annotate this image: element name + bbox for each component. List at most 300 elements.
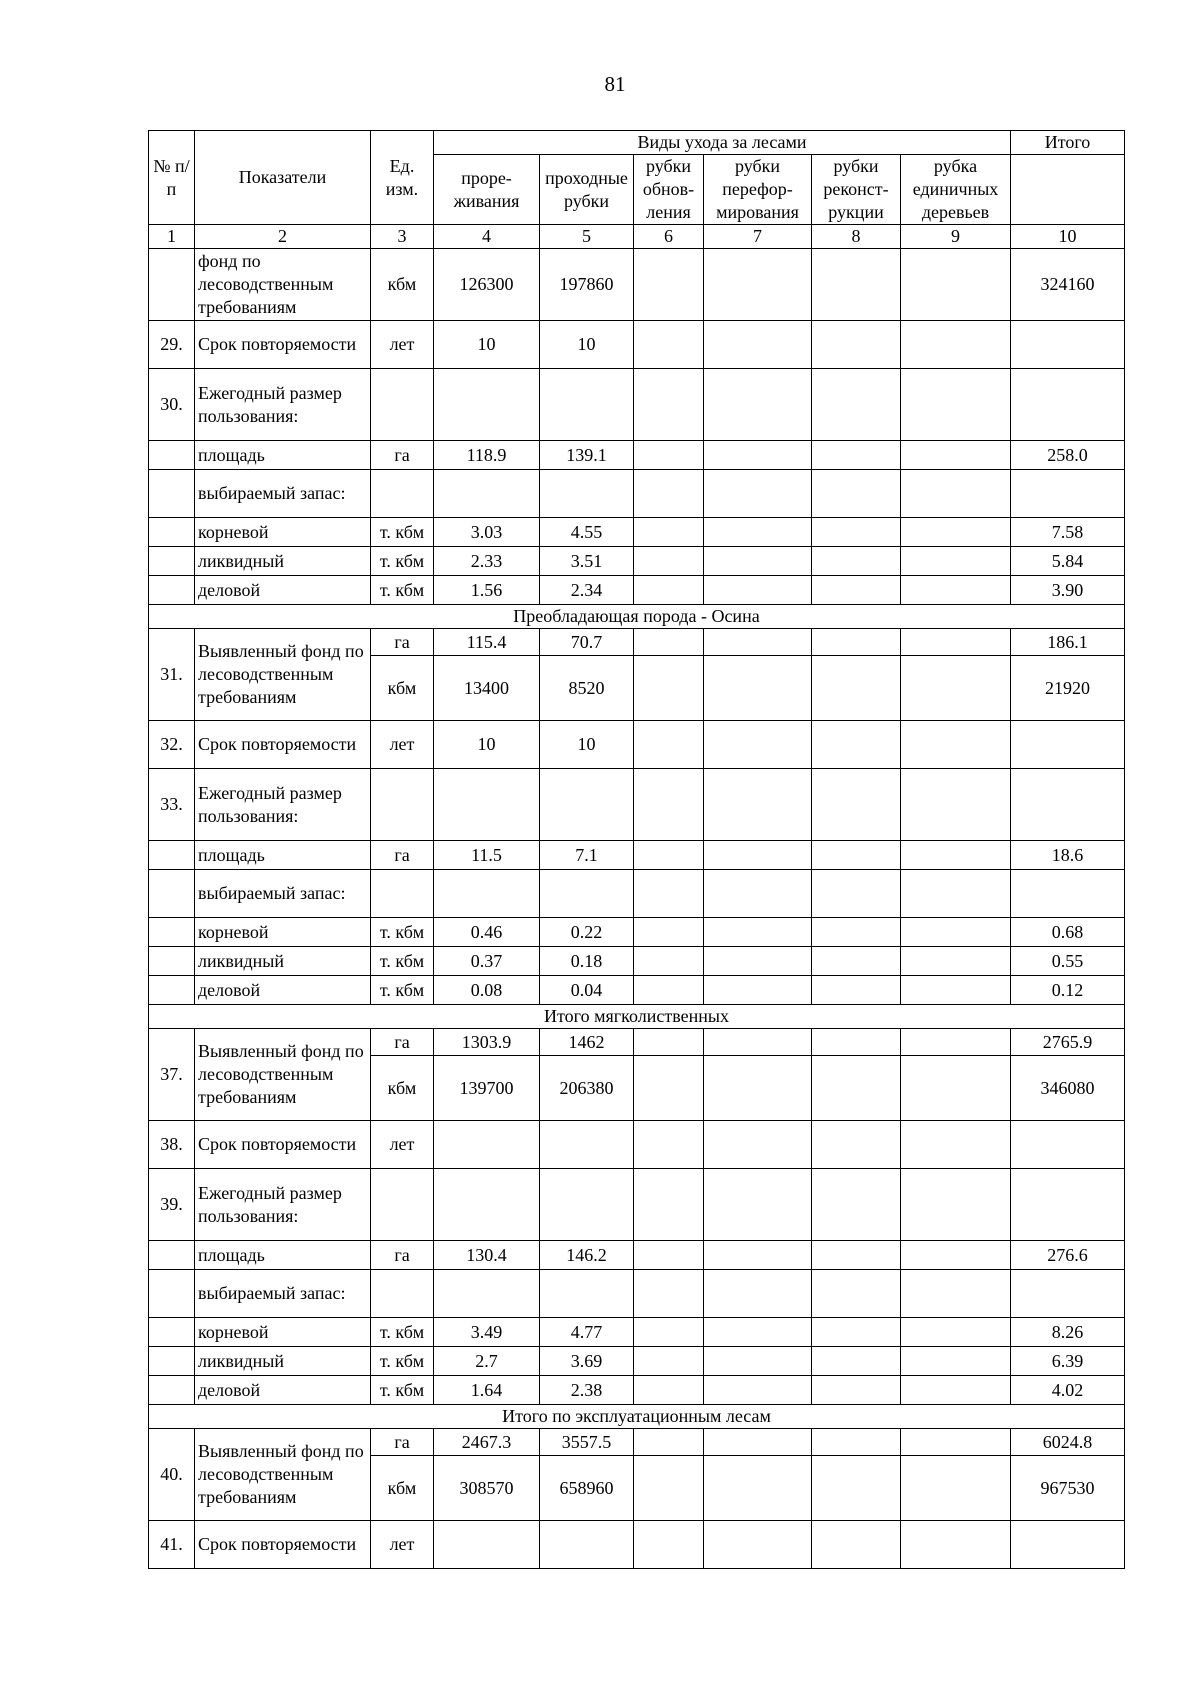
value-cell [901,1056,1011,1121]
value-cell [434,870,540,918]
value-cell: 11.5 [434,841,540,870]
value-cell [634,1121,704,1169]
value-cell [634,1376,704,1405]
value-cell: 658960 [540,1456,634,1521]
row-label: Срок повторяемости [195,1121,371,1169]
value-cell [434,1169,540,1241]
value-cell [901,1241,1011,1270]
total-cell: 6.39 [1011,1347,1125,1376]
total-cell: 21920 [1011,656,1125,721]
header-type: проре-живания [434,155,540,225]
value-cell [704,976,812,1005]
row-unit [371,470,434,518]
value-cell [812,918,901,947]
total-cell [1011,721,1125,769]
table-row [149,576,1125,605]
value-cell [634,1056,704,1121]
row-number [149,976,195,1005]
value-cell [901,1169,1011,1241]
row-unit: т. кбм [371,976,434,1005]
value-cell [704,1056,812,1121]
column-index: 9 [901,225,1011,249]
row-number [149,518,195,547]
row-number [149,1347,195,1376]
value-cell [634,656,704,721]
row-label: корневой [195,518,371,547]
value-cell [540,769,634,841]
row-number [149,547,195,576]
header-total-empty [1011,155,1125,225]
row-unit [371,1270,434,1318]
value-cell [634,249,704,321]
value-cell [901,1347,1011,1376]
value-cell [540,369,634,441]
value-cell [704,1121,812,1169]
row-unit: га [371,1429,434,1456]
value-cell [704,1429,812,1456]
value-cell: 10 [434,321,540,369]
row-unit: кбм [371,1056,434,1121]
value-cell [634,576,704,605]
value-cell [812,721,901,769]
total-cell: 324160 [1011,249,1125,321]
column-index: 8 [812,225,901,249]
row-number [149,470,195,518]
value-cell [634,369,704,441]
value-cell [901,870,1011,918]
value-cell [812,470,901,518]
row-label: фонд по лесоводственным требованиям [195,249,371,321]
value-cell [812,1029,901,1056]
total-cell [1011,769,1125,841]
row-unit: т. кбм [371,1318,434,1347]
row-number [149,441,195,470]
total-cell [1011,369,1125,441]
row-label: Выявленный фонд по лесоводственным требованиям [195,1029,371,1121]
value-cell: 2467.3 [434,1429,540,1456]
row-label: Ежегодный размер пользования: [195,769,371,841]
header-type: рубка единичных деревьев [901,155,1011,225]
row-number: 37. [149,1029,195,1121]
value-cell [901,947,1011,976]
value-cell [704,870,812,918]
value-cell [901,1456,1011,1521]
table-body [149,131,1125,1569]
table-row [149,1521,1125,1569]
row-unit: т. кбм [371,576,434,605]
value-cell [812,1270,901,1318]
row-label: корневой [195,1318,371,1347]
value-cell: 3.51 [540,547,634,576]
header-row-1 [149,131,1125,155]
value-cell: 118.9 [434,441,540,470]
value-cell [634,629,704,656]
value-cell [704,321,812,369]
table-row [149,470,1125,518]
header-type: проходные рубки [540,155,634,225]
value-cell [812,769,901,841]
header-unit: Ед. изм. [371,131,434,225]
value-cell [901,1376,1011,1405]
value-cell [634,918,704,947]
row-number [149,249,195,321]
value-cell: 130.4 [434,1241,540,1270]
value-cell: 139700 [434,1056,540,1121]
value-cell [812,369,901,441]
value-cell [634,721,704,769]
value-cell [812,656,901,721]
value-cell: 3557.5 [540,1429,634,1456]
value-cell [434,769,540,841]
value-cell [434,1121,540,1169]
table-row [149,841,1125,870]
value-cell [704,1347,812,1376]
value-cell [812,441,901,470]
total-cell: 0.68 [1011,918,1125,947]
value-cell [704,841,812,870]
value-cell [812,841,901,870]
value-cell [812,547,901,576]
total-cell: 258.0 [1011,441,1125,470]
value-cell: 2.7 [434,1347,540,1376]
value-cell [812,1429,901,1456]
value-cell: 2.33 [434,547,540,576]
row-number: 31. [149,629,195,721]
value-cell [634,870,704,918]
row-unit: т. кбм [371,547,434,576]
total-cell: 0.12 [1011,976,1125,1005]
value-cell [704,1029,812,1056]
value-cell [634,1029,704,1056]
row-label: ликвидный [195,947,371,976]
value-cell: 146.2 [540,1241,634,1270]
table-row [149,721,1125,769]
value-cell [634,1241,704,1270]
value-cell [704,547,812,576]
section-row [149,605,1125,629]
row-unit: кбм [371,1456,434,1521]
value-cell [634,1270,704,1318]
row-unit [371,1169,434,1241]
total-cell: 7.58 [1011,518,1125,547]
value-cell: 0.37 [434,947,540,976]
row-number [149,1318,195,1347]
row-label: Ежегодный размер пользования: [195,369,371,441]
value-cell: 206380 [540,1056,634,1121]
header-type: рубки обнов-ления [634,155,704,225]
row-label: выбираемый запас: [195,870,371,918]
value-cell: 1462 [540,1029,634,1056]
value-cell [540,1521,634,1569]
row-number: 40. [149,1429,195,1521]
value-cell: 1.56 [434,576,540,605]
table-row [149,769,1125,841]
row-number: 39. [149,1169,195,1241]
value-cell: 3.03 [434,518,540,547]
value-cell: 2.34 [540,576,634,605]
value-cell [434,1521,540,1569]
column-index: 2 [195,225,371,249]
value-cell [812,1056,901,1121]
value-cell [901,547,1011,576]
header-care-types: Виды ухода за лесами [434,131,1011,155]
section-title: Итого мягколиственных [149,1005,1125,1029]
total-cell [1011,1169,1125,1241]
value-cell [812,1376,901,1405]
value-cell [901,769,1011,841]
total-cell: 5.84 [1011,547,1125,576]
total-cell: 18.6 [1011,841,1125,870]
row-unit: т. кбм [371,1376,434,1405]
column-index: 7 [704,225,812,249]
row-unit: га [371,1241,434,1270]
section-row [149,1405,1125,1429]
value-cell: 0.04 [540,976,634,1005]
row-unit [371,369,434,441]
header-num: № п/п [149,131,195,225]
value-cell [812,1318,901,1347]
value-cell: 308570 [434,1456,540,1521]
row-number [149,1376,195,1405]
row-label: площадь [195,441,371,470]
value-cell [901,470,1011,518]
table-row [149,870,1125,918]
row-unit: га [371,441,434,470]
column-index: 1 [149,225,195,249]
total-cell [1011,470,1125,518]
value-cell [812,1456,901,1521]
value-cell [540,870,634,918]
value-cell [704,470,812,518]
value-cell [634,1169,704,1241]
total-cell: 186.1 [1011,629,1125,656]
column-index: 6 [634,225,704,249]
value-cell: 10 [540,321,634,369]
column-index: 3 [371,225,434,249]
value-cell [901,629,1011,656]
value-cell [704,1270,812,1318]
row-unit: т. кбм [371,1347,434,1376]
header-total: Итого [1011,131,1125,155]
total-cell: 3.90 [1011,576,1125,605]
value-cell: 70.7 [540,629,634,656]
value-cell [634,841,704,870]
total-cell: 8.26 [1011,1318,1125,1347]
row-label: Срок повторяемости [195,1521,371,1569]
value-cell [901,656,1011,721]
row-unit: т. кбм [371,518,434,547]
row-number: 29. [149,321,195,369]
total-cell [1011,1121,1125,1169]
value-cell [812,1169,901,1241]
row-unit: кбм [371,656,434,721]
value-cell [901,249,1011,321]
column-index-row [149,225,1125,249]
value-cell: 13400 [434,656,540,721]
value-cell: 10 [540,721,634,769]
total-cell: 2765.9 [1011,1029,1125,1056]
value-cell: 0.18 [540,947,634,976]
row-label: Срок повторяемости [195,321,371,369]
total-cell: 4.02 [1011,1376,1125,1405]
value-cell [812,1241,901,1270]
value-cell [634,1521,704,1569]
row-label: деловой [195,976,371,1005]
value-cell: 10 [434,721,540,769]
value-cell [704,918,812,947]
value-cell [634,321,704,369]
column-index: 4 [434,225,540,249]
header-type: рубки перефор-мирования [704,155,812,225]
value-cell [434,369,540,441]
table-row [149,1318,1125,1347]
total-cell: 6024.8 [1011,1429,1125,1456]
value-cell: 197860 [540,249,634,321]
value-cell [704,721,812,769]
value-cell [901,441,1011,470]
value-cell [812,1121,901,1169]
table-row [149,918,1125,947]
value-cell [901,321,1011,369]
row-unit: лет [371,1121,434,1169]
row-unit: га [371,841,434,870]
value-cell [812,947,901,976]
value-cell [540,1270,634,1318]
table-row [149,1270,1125,1318]
total-cell [1011,1270,1125,1318]
value-cell [901,369,1011,441]
value-cell: 0.08 [434,976,540,1005]
row-unit: лет [371,321,434,369]
value-cell [634,1347,704,1376]
section-title: Итого по эксплуатационным лесам [149,1405,1125,1429]
value-cell [634,769,704,841]
row-number: 32. [149,721,195,769]
value-cell [634,1318,704,1347]
value-cell: 0.22 [540,918,634,947]
value-cell [704,1169,812,1241]
value-cell: 0.46 [434,918,540,947]
value-cell [901,1029,1011,1056]
table-row [149,1121,1125,1169]
table-row [149,547,1125,576]
value-cell [812,518,901,547]
row-number: 38. [149,1121,195,1169]
value-cell [704,629,812,656]
row-number [149,918,195,947]
value-cell [704,1376,812,1405]
row-unit [371,769,434,841]
total-cell: 0.55 [1011,947,1125,976]
row-unit: лет [371,1521,434,1569]
value-cell [434,470,540,518]
total-cell: 346080 [1011,1056,1125,1121]
row-label: ликвидный [195,1347,371,1376]
row-number: 33. [149,769,195,841]
value-cell [634,976,704,1005]
value-cell [901,1270,1011,1318]
row-unit: га [371,629,434,656]
forest-care-table [148,130,1125,1569]
value-cell [812,576,901,605]
row-number [149,576,195,605]
total-cell [1011,1521,1125,1569]
value-cell [901,721,1011,769]
row-label: Выявленный фонд по лесоводственным требованиям [195,629,371,721]
value-cell [634,947,704,976]
value-cell [540,470,634,518]
row-label: выбираемый запас: [195,1270,371,1318]
value-cell [812,321,901,369]
table-row [149,947,1125,976]
table-row [149,1429,1125,1456]
page-number: 81 [604,72,626,96]
value-cell [901,1521,1011,1569]
value-cell [634,547,704,576]
row-number [149,1241,195,1270]
row-number [149,870,195,918]
value-cell: 3.69 [540,1347,634,1376]
value-cell [704,1241,812,1270]
total-cell: 967530 [1011,1456,1125,1521]
row-unit: кбм [371,249,434,321]
value-cell [901,841,1011,870]
value-cell [704,369,812,441]
table-row [149,1347,1125,1376]
table-row [149,249,1125,321]
table-row [149,369,1125,441]
value-cell [704,441,812,470]
value-cell [704,576,812,605]
value-cell: 4.77 [540,1318,634,1347]
value-cell: 7.1 [540,841,634,870]
value-cell: 139.1 [540,441,634,470]
table-row [149,1169,1125,1241]
value-cell: 8520 [540,656,634,721]
value-cell: 2.38 [540,1376,634,1405]
value-cell [812,1347,901,1376]
value-cell [634,1429,704,1456]
row-label: Срок повторяемости [195,721,371,769]
value-cell [704,1456,812,1521]
row-label: площадь [195,841,371,870]
header-indicators: Показатели [195,131,371,225]
row-label: ликвидный [195,547,371,576]
value-cell [812,629,901,656]
value-cell: 126300 [434,249,540,321]
value-cell [901,1121,1011,1169]
total-cell: 276.6 [1011,1241,1125,1270]
value-cell [634,518,704,547]
row-label: деловой [195,576,371,605]
value-cell [901,576,1011,605]
value-cell [540,1121,634,1169]
value-cell [704,769,812,841]
value-cell [812,1521,901,1569]
value-cell [634,441,704,470]
row-label: корневой [195,918,371,947]
value-cell [901,518,1011,547]
value-cell [812,249,901,321]
row-unit: га [371,1029,434,1056]
value-cell [434,1270,540,1318]
table-row [149,976,1125,1005]
value-cell [901,1429,1011,1456]
row-number [149,947,195,976]
table-row [149,441,1125,470]
total-cell [1011,321,1125,369]
row-label: площадь [195,1241,371,1270]
